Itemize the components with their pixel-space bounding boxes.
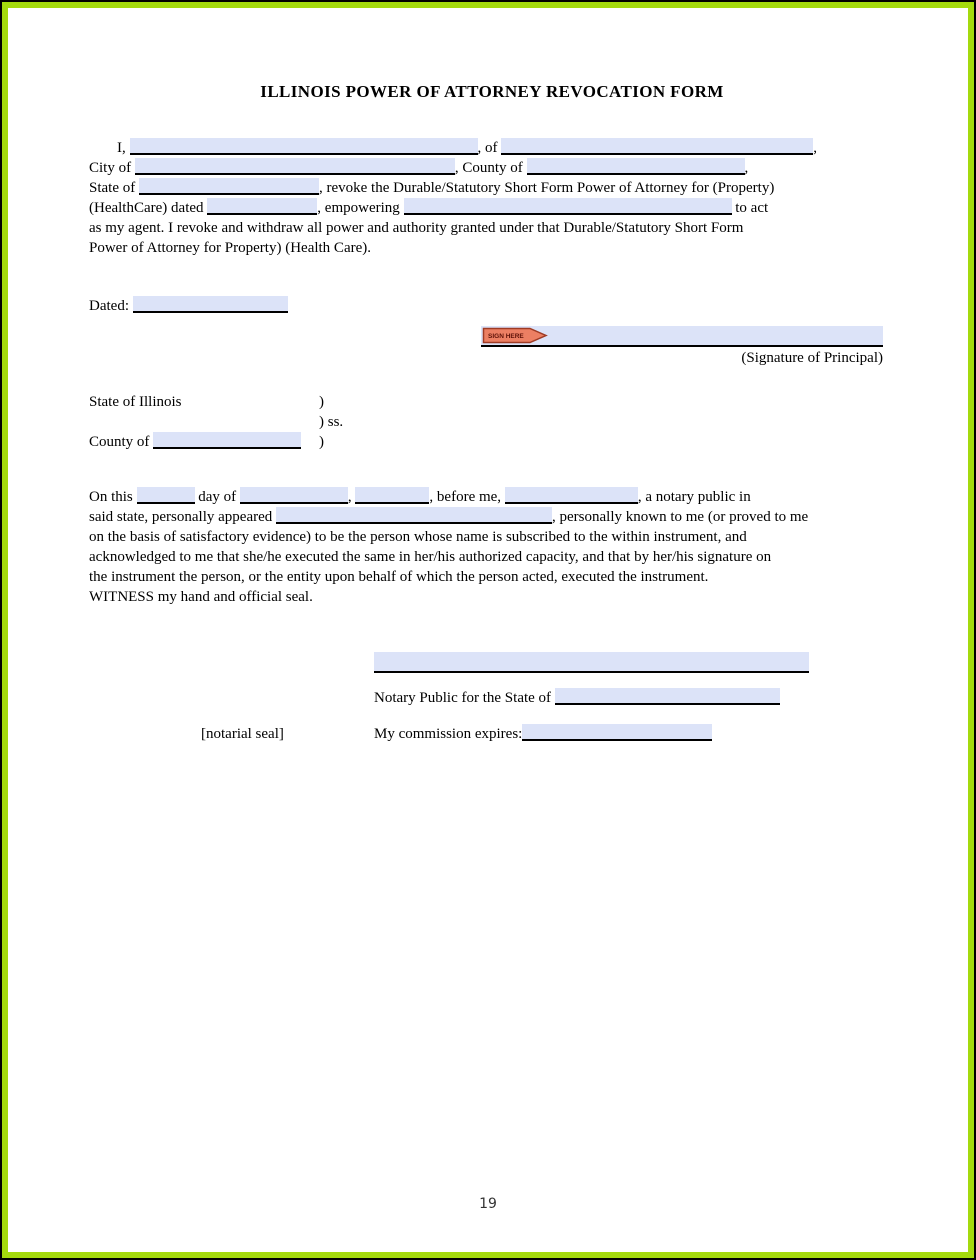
principal-name-field[interactable]: [130, 138, 478, 155]
page-title: ILLINOIS POWER OF ATTORNEY REVOCATION FORM: [260, 82, 724, 101]
venue-paren-1: ): [319, 394, 324, 410]
county-field[interactable]: [527, 158, 745, 175]
intro-line-1: [89, 138, 895, 158]
notarial-seal-label: [notarial seal]: [201, 726, 284, 742]
principal-residence-field[interactable]: [501, 138, 813, 155]
principal-signature-field[interactable]: [481, 326, 883, 347]
ack-line-1: [89, 487, 895, 507]
ack-line-5: the instrument the person, or the entity upon behalf of which the person acted, executed the instrument.: [89, 569, 709, 585]
intro-line-3: [89, 178, 895, 198]
notary-signature-field[interactable]: [374, 652, 809, 673]
signature-block: [481, 326, 883, 368]
ack-line-6: WITNESS my hand and official seal.: [89, 589, 313, 605]
commission-line: [374, 724, 712, 744]
acknowledgment-paragraph: [89, 487, 895, 607]
personally-appeared-label: said state, personally appeared: [89, 509, 273, 525]
dated-label: Dated:: [89, 298, 129, 314]
poa-date-field[interactable]: [207, 198, 317, 215]
form-sheet: [2, 82, 974, 1260]
on-this-label: On this: [89, 489, 133, 505]
intro-i-label: I,: [117, 140, 126, 156]
venue-ss-label: ) ss.: [319, 414, 344, 430]
personally-known-label: , personally known to me (or proved to me: [552, 509, 809, 525]
day-of-label: day of: [198, 489, 237, 505]
revoke-text: , revoke the Durable/Statutory Short Form Power of Attorney for (Property): [319, 180, 775, 196]
ack-day-field[interactable]: [137, 487, 195, 504]
dated-row: [89, 296, 895, 316]
commission-date-field[interactable]: [522, 724, 712, 741]
intro-comma-1: ,: [813, 140, 817, 156]
intro-of-label: , of: [477, 140, 498, 156]
sign-here-arrow[interactable]: [482, 327, 548, 344]
venue-ss-line: [89, 412, 895, 432]
healthcare-dated-label: (HealthCare) dated: [89, 200, 204, 216]
city-label: City of: [89, 160, 132, 176]
ack-line-2: [89, 507, 895, 527]
notary-state-label: Notary Public for the State of: [374, 690, 552, 706]
state-field[interactable]: [139, 178, 319, 195]
revocation-paragraph: [89, 138, 895, 258]
commission-label: My commission expires:: [374, 726, 523, 742]
venue-county-field[interactable]: [153, 432, 301, 449]
to-act-label: to act: [735, 200, 769, 216]
notary-public-in-label: , a notary public in: [637, 489, 751, 505]
ack-line-3: on the basis of satisfactory evidence) to be the person whose name is subscribed to the within instrument, and: [89, 529, 747, 545]
before-me-label: , before me,: [429, 489, 502, 505]
state-label: State of: [89, 180, 136, 196]
venue-county-line: [89, 432, 895, 452]
venue-block: [89, 392, 895, 452]
venue-state-label: State of Illinois: [89, 394, 182, 410]
ack-line-4: acknowledged to me that she/he executed the same in her/his authorized capacity, and that by her/his signature on: [89, 549, 772, 565]
venue-state-line: [89, 392, 895, 412]
agent-name-field[interactable]: [404, 198, 732, 215]
empowering-label: , empowering: [317, 200, 400, 216]
notary-seal-row: [89, 724, 895, 744]
signature-caption: (Signature of Principal): [741, 350, 883, 366]
notary-name-field[interactable]: [505, 487, 638, 504]
intro-line-4: [89, 198, 895, 218]
intro-line-2: [89, 158, 895, 178]
notary-state-line: [374, 688, 895, 708]
county-label: , County of: [454, 160, 523, 176]
venue-paren-2: ): [319, 434, 324, 450]
sign-here-arrow-label: SIGN HERE: [488, 333, 524, 340]
page-number: 19: [479, 1196, 497, 1212]
notary-state-field[interactable]: [555, 688, 780, 705]
intro-line-5: as my agent. I revoke and withdraw all power and authority granted under that Durable/Statutory Short Form: [89, 220, 744, 236]
ack-comma: ,: [347, 489, 352, 505]
appeared-name-field[interactable]: [276, 507, 552, 524]
ack-year-field[interactable]: [355, 487, 429, 504]
intro-line-6: Power of Attorney for Property) (Health Care).: [89, 240, 371, 256]
dated-field[interactable]: [133, 296, 288, 313]
venue-county-label: County of: [89, 434, 150, 450]
ack-month-field[interactable]: [240, 487, 348, 504]
city-field[interactable]: [135, 158, 455, 175]
intro-comma-2: ,: [744, 160, 749, 176]
